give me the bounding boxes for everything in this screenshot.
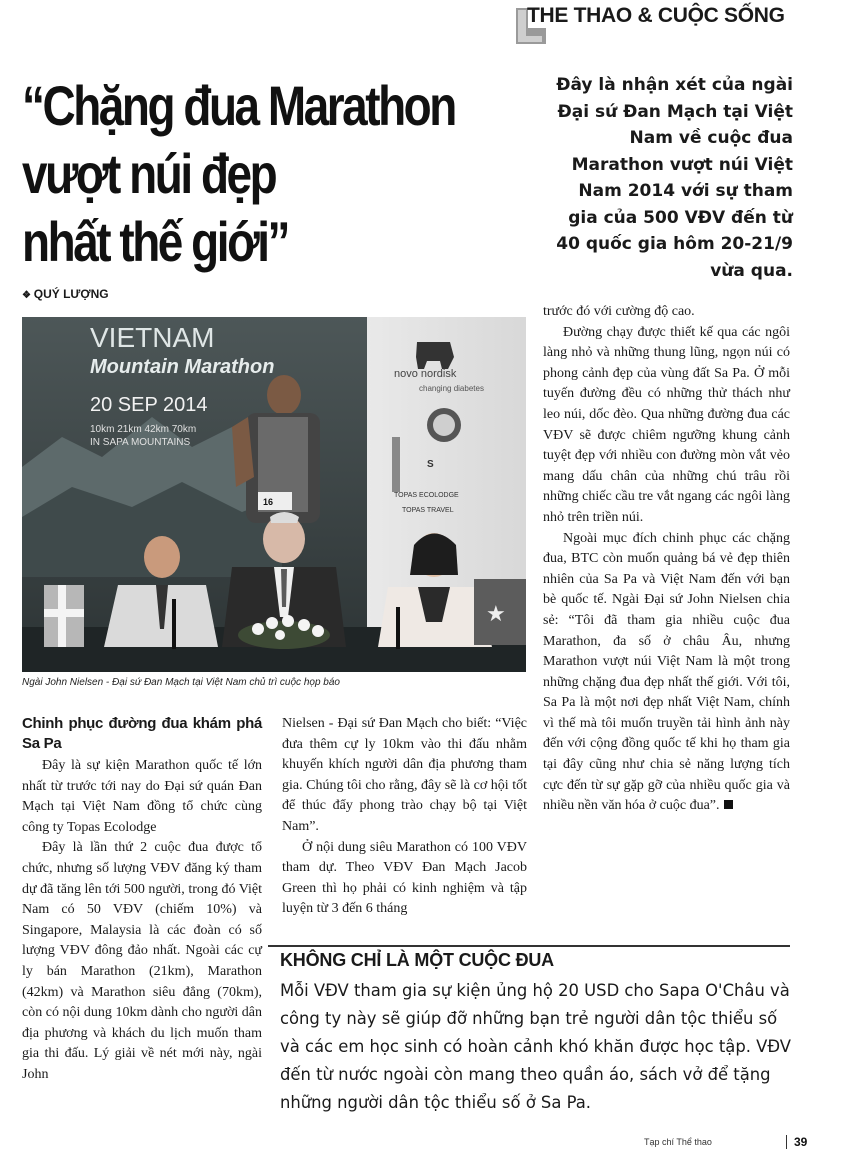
banner-date: 20 SEP 2014 [90,394,208,416]
paragraph [543,529,790,817]
article-column-1 [22,714,262,1086]
byline-author: QUÝ LƯỢNG [33,287,109,301]
svg-text:novo nordisk: novo nordisk [394,368,457,380]
sidebar-divider [268,945,790,947]
footer-magazine-name: Tạp chí Thể thao [644,1137,712,1147]
headline-line: nhất thế giới” [22,210,289,273]
paragraph: Đây là lần thứ 2 cuộc đua được tổ chức, nhưng số lượng VĐV đăng ký tham dự đã tăng lên tới 500 người, trong đó Việt Nam có 50 VĐV (chiếm 10%) và Singapore, Malaysia là các đoàn có số lượng VĐV đông đảo nhất. Ngoài các cự ly bán Marathon (21km), Marathon (42km) và Marathon siêu đẳng (70km), còn có nội dung 10km dành cho người dân địa phương và khách du lịch muốn tham gia thi đấu. Lý giải về nét mới này, ngài John [22,840,262,1082]
page-number: 39 [794,1135,808,1149]
topas-travel-logo: TOPAS TRAVEL [402,507,454,514]
sidebar-text: Mỗi VĐV tham gia sự kiện ủng hộ 20 USD cho Sapa O'Châu và công ty này sẽ giúp đỡ những bạn trẻ người dân tộc thiểu số và các em học sinh có hoàn cảnh khó khăn được học tập. VĐV đến từ nước ngoài còn mang theo quần áo, sách vở để tặng những người dân tộc thiểu số ở Sa Pa. [280,981,792,1112]
denmark-flag [44,585,84,647]
headline-line: “Chặng đua Marathon [22,74,455,137]
article-column-3 [543,302,790,817]
paragraph: Nielsen - Đại sứ Đan Mạch cho biết: “Việc đưa thêm cự ly 10km vào thi đấu nhằm khuyến khích người dân địa phương tham gia. Chúng tôi cho rằng, đây sẽ là cơ hội tốt để thúc đẩy phong trào chạy bộ tại Việt Nam”. [282,716,527,834]
paragraph-text: Ngoài mục đích chinh phục các chặng đua, BTC còn muốn quảng bá vẻ đẹp thiên nhiên của Sa Pa và Việt Nam đến với bạn bè quốc tế. Ngài Đại sứ John Nielsen chia sẻ: “Tôi đã tham gia nhiều cuộc đua Marathon, đa số ở châu Âu, nhưng Marathon vượt núi Việt Nam là một trong những chặng đua đẹp nhất thế giới. Với tôi, Sa Pa là một nơi đẹp nhất Việt Nam, chính vì thế mà tôi muốn truyền tải hình ảnh này đến với cộng đồng quốc tế khi họ tham gia tại đây cũng như chia sẻ năng lượng tích cực đến từ sự gặp gỡ của nhiều quốc gia và nhiều nền văn hóa ở cuộc đua”. [543,530,790,814]
byline-diamond-icon: ❖ [22,290,34,301]
headline [22,72,455,276]
subheading: Chinh phục đường đua khám phá Sa Pa [22,715,262,752]
headline-line: vượt núi đẹp [22,142,276,205]
banner-subtitle: Mountain Marathon [90,356,275,378]
paragraph: Ở nội dung siêu Marathon có 100 VĐV tham dự. Theo VĐV Đan Mạch Jacob Green thì họ phải có kinh nghiệm và tập luyện từ 3 đến 6 tháng [282,839,527,917]
paragraph: Đường chạy được thiết kế qua các ngôi làng nhỏ và những thung lũng, ngọn núi có phong cảnh đẹp của vùng đất Sa Pa. Ở mỗi tuyến đường đều có những thử thách như leo núi, dốc đèo. Qua những đường đua các VĐV sẽ được chiêm ngưỡng khung cảnh tuyệt đẹp với nhiều con đường mòn vắt vẻo mang dấu chân của những chú trâu rồi những chiếc cầu tre vắt ngang các ngôi làng nhỏ trên triền núi. [543,324,790,525]
article-column-2 [282,714,527,920]
sidebar-box [280,950,792,1117]
runner-bib: 16 [263,497,274,507]
svg-text:S: S [427,459,434,470]
svg-text:changing diabetes: changing diabetes [419,384,484,393]
banner-title: VIETNAM [90,322,215,353]
banner-distances: 10km 21km 42km 70km [90,424,197,435]
byline [22,287,109,301]
topas-ecolodge-logo: TOPAS ECOLODGE [394,492,459,499]
svg-text:★: ★ [486,601,506,626]
paragraph: Đây là sự kiện Marathon quốc tế lớn nhất từ trước tới nay do Đại sứ quán Đan Mạch tại Việt Nam đồng tổ chức cùng công ty Topas Ecolodge [22,758,262,835]
vietnam-flag [474,579,526,645]
press-conference-photo [22,317,526,672]
paragraph: trước đó với cường độ cao. [543,304,695,319]
lede: Đây là nhận xét của ngài Đại sứ Đan Mạch tại Việt Nam về cuộc đua Marathon vượt núi Việt Nam 2014 với sự tham gia của 500 VĐV đến từ 40 quốc gia hôm 20-21/9 vừa qua. [556,75,793,281]
section-title: THE THAO & CUỘC SỐNG [527,4,785,27]
end-mark-icon [724,800,733,809]
sidebar-title: KHÔNG CHỈ LÀ MỘT CUỘC ĐUA [280,950,554,970]
photo-caption: Ngài John Nielsen - Đại sứ Đan Mạch tại Việt Nam chủ trì cuộc họp báo [22,677,340,688]
banner-location: IN SAPA MOUNTAINS [90,437,191,448]
photo-image [22,317,526,672]
footer-separator [786,1135,787,1149]
